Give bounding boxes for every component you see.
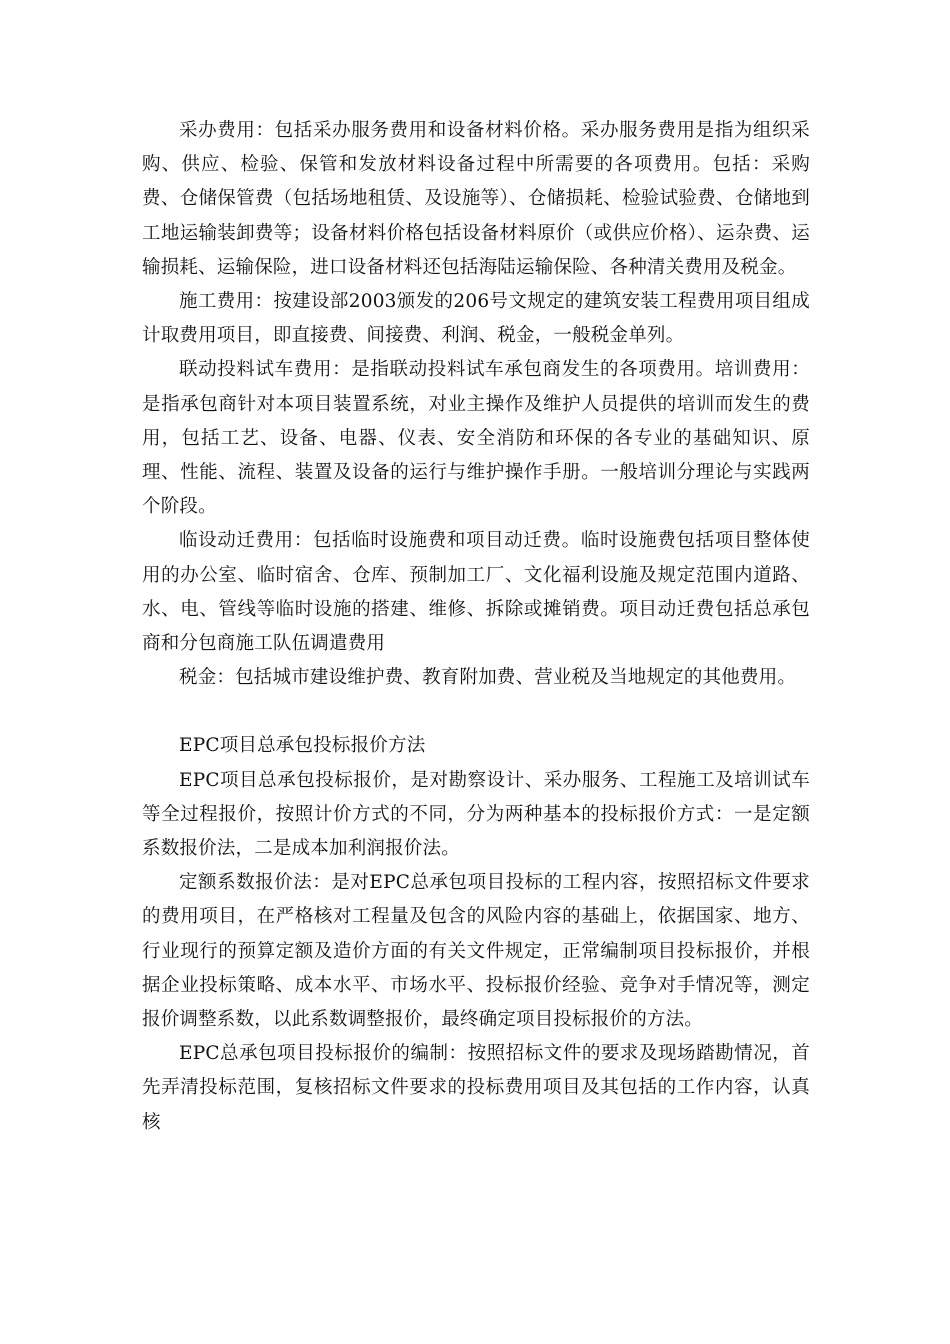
document-page <box>142 114 810 1140</box>
paragraph-epc-bid-overview: EPC项目总承包投标报价，是对勘察设计、采办服务、工程施工及培训试车等全过程报价，按照计价方式的不同，分为两种基本的投标报价方式：一是定额系数报价法，二是成本加利润报价法。 <box>142 769 810 860</box>
section-heading: EPC项目总承包投标报价方法 <box>179 735 426 757</box>
paragraph-bid-preparation: EPC总承包项目投标报价的编制：按照招标文件的要求及现场踏勘情况，首先弄清投标范围，复核招标文件要求的投标费用项目及其包括的工作内容，认真核 <box>142 1043 810 1133</box>
paragraph-procurement-cost: 采办费用：包括采办服务费用和设备材料价格。采办服务费用是指为组织采购、供应、检验、保管和发放材料设备过程中所需要的各项费用。包括：采购费、仓储保管费（包括场地租赁、及设施等）、仓储损耗、检验试验费、仓储地到工地运输装卸费等；设备材料价格包括设备材料原价（或供应价格）、运杂费、运输损耗、运输保险，进口设备材料还包括海陆运输保险、各种清关费用及税金。 <box>142 120 810 278</box>
paragraph-quota-coefficient-method: 定额系数报价法：是对EPC总承包项目投标的工程内容，按照招标文件要求的费用项目，在严格核对工程量及包含的风险内容的基础上，依据国家、地方、行业现行的预算定额及造价方面的有关文件规定，正常编制项目投标报价，并根据企业投标策略、成本水平、市场水平、投标报价经验、竞争对手情况等，测定报价调整系数，以此系数调整报价，最终确定项目投标报价的方法。 <box>142 872 810 1031</box>
paragraph-construction-cost: 施工费用：按建设部2003颁发的206号文规定的建筑安装工程费用项目组成计取费用项目，即直接费、间接费、利润、税金，一般税金单列。 <box>142 291 810 347</box>
paragraph-temporary-facilities-cost: 临设动迁费用：包括临时设施费和项目动迁费。临时设施费包括项目整体使用的办公室、临时宿舍、仓库、预制加工厂、文化福利设施及规定范围内道路、水、电、管线等临时设施的搭建、维修、拆除或摊销费。项目动迁费包括总承包商和分包商施工队伍调遣费用 <box>142 530 810 655</box>
paragraph-taxes: 税金：包括城市建设维护费、教育附加费、营业税及当地规定的其他费用。 <box>179 667 797 689</box>
paragraph-commissioning-cost: 联动投料试车费用：是指联动投料试车承包商发生的各项费用。培训费用：是指承包商针对本项目装置系统，对业主操作及维护人员提供的培训而发生的费用，包括工艺、设备、电器、仪表、安全消防和环保的各专业的基础知识、原理、性能、流程、装置及设备的运行与维护操作手册。一般培训分理论与实践两个阶段。 <box>142 359 810 518</box>
